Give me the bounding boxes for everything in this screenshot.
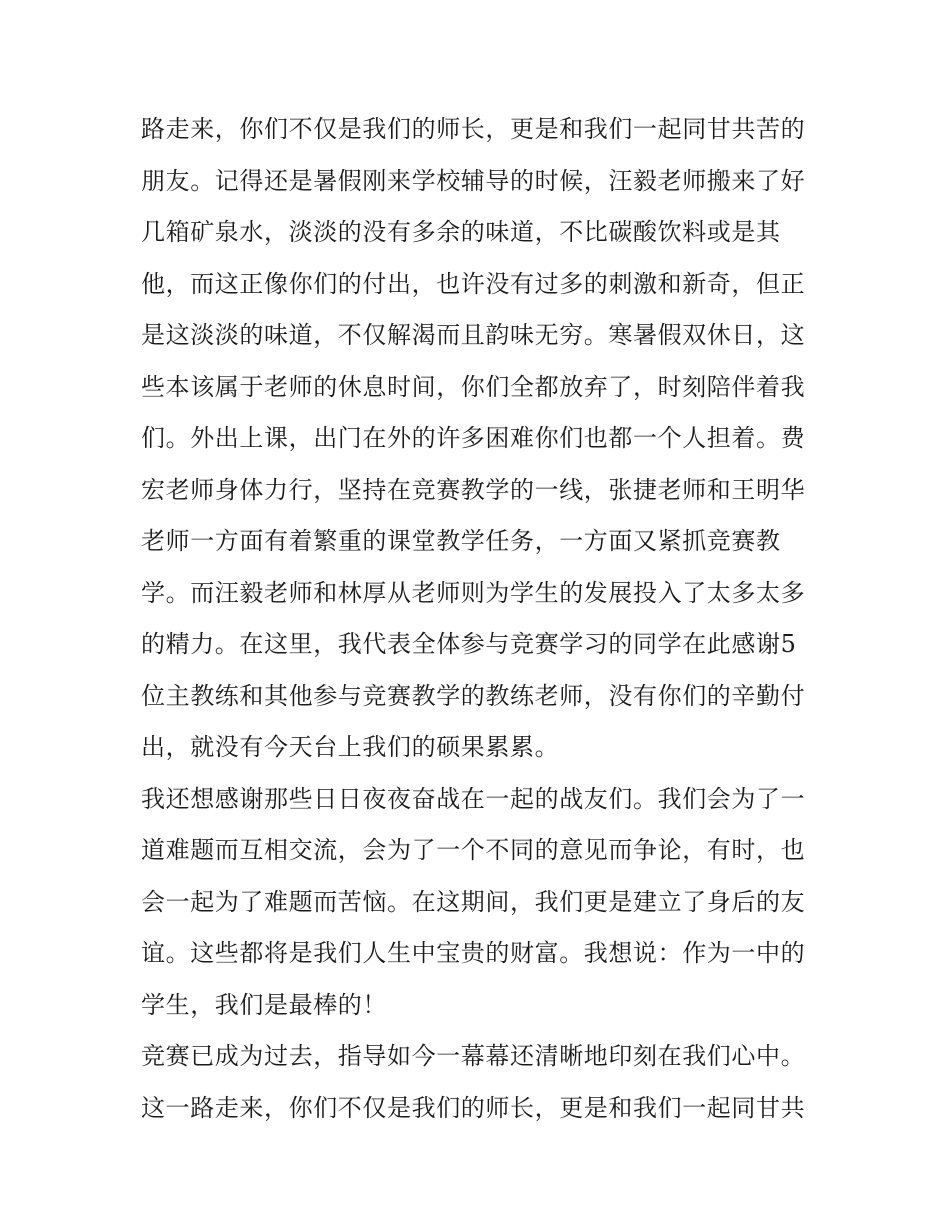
text-line: 的精力。在这里，我代表全体参与竞赛学习的同学在此感谢5 [141, 630, 797, 658]
text-line: 学生，我们是最棒的！ [141, 990, 387, 1019]
text-line: 们。外出上课，出门在外的许多困难你们也都一个人担着。费 [141, 424, 806, 452]
text-line: 出，就没有今天台上我们的硕果累累。 [141, 733, 560, 761]
text-line: 宏老师身体力行，坚持在竞赛教学的一线，张捷老师和王明华 [141, 475, 806, 504]
text-line: 道难题而互相交流，会为了一个不同的意见而争论，有时，也 [141, 836, 806, 864]
text-line: 几箱矿泉水，淡淡的没有多余的味道，不比碳酸饮料或是其 [141, 218, 781, 246]
text-line: 谊。这些都将是我们人生中宝贵的财富。我想说：作为一中的 [141, 939, 806, 967]
text-line: 老师一方面有着繁重的课堂教学任务，一方面又紧抓竞赛教 [141, 527, 781, 555]
text-line: 学。而汪毅老师和林厚从老师则为学生的发展投入了太多太多 [141, 578, 806, 607]
text-line: 竞赛已成为过去，指导如今一幕幕还清晰地印刻在我们心中。 [141, 1042, 806, 1070]
text-line: 朋友。记得还是暑假刚来学校辅导的时候，汪毅老师搬来了好 [141, 166, 806, 195]
text-line: 位主教练和其他参与竞赛教学的教练老师，没有你们的辛勤付 [141, 681, 806, 710]
text-line: 这一路走来，你们不仅是我们的师长，更是和我们一起同甘共 [141, 1093, 806, 1122]
text-line: 我还想感谢那些日日夜夜奋战在一起的战友们。我们会为了一 [141, 784, 806, 813]
text-line: 会一起为了难题而苦恼。在这期间，我们更是建立了身后的友 [141, 887, 806, 916]
body-text [141, 104, 821, 1134]
text-line: 些本该属于老师的休息时间，你们全都放弃了，时刻陪伴着我 [141, 372, 806, 401]
text-line: 路走来，你们不仅是我们的师长，更是和我们一起同甘共苦的 [141, 115, 806, 143]
text-line: 他，而这正像你们的付出，也许没有过多的刺激和新奇，但正 [141, 269, 806, 298]
text-line: 是这淡淡的味道，不仅解渴而且韵味无穷。寒暑假双休日，这 [141, 321, 806, 349]
